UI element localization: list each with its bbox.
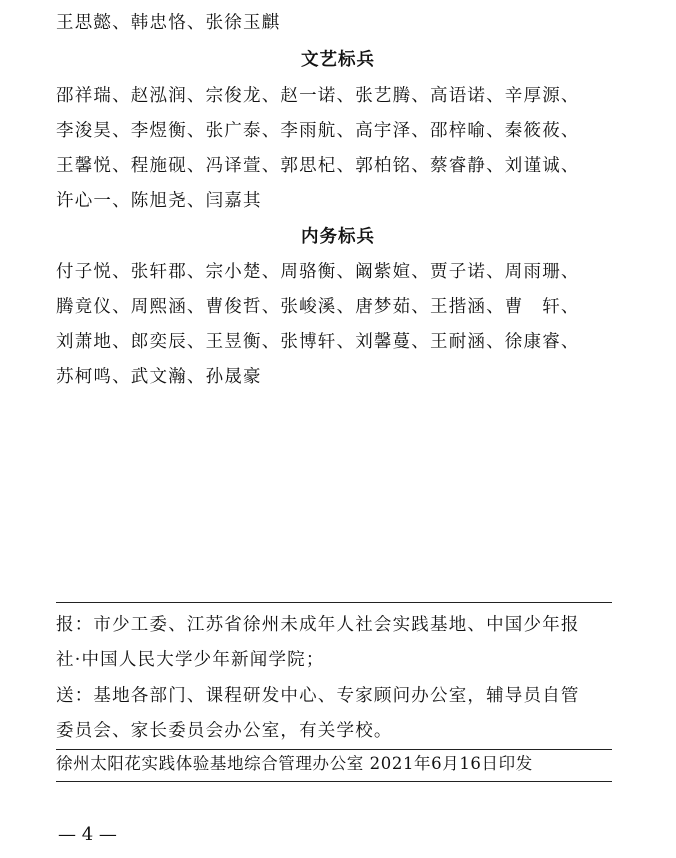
divider-middle bbox=[56, 749, 612, 750]
divider-bottom bbox=[56, 781, 612, 782]
name-line: 苏柯鸣、武文瀚、孙晟豪 bbox=[56, 367, 262, 387]
send-to-line-continued: 委员会、家长委员会办公室，有关学校。 bbox=[56, 721, 393, 741]
section-heading-affairs: 内务标兵 bbox=[301, 227, 375, 247]
divider-top bbox=[56, 602, 612, 603]
issuer-line: 徐州太阳花实践体验基地综合管理办公室 2021年6月16日印发 bbox=[56, 754, 533, 773]
section-heading-arts: 文艺标兵 bbox=[301, 50, 375, 70]
name-line: 付子悦、张轩郡、宗小楚、周骆衡、阚紫媗、贾子诺、周雨珊、 bbox=[56, 262, 580, 282]
name-line: 李浚昊、李煜衡、张广泰、李雨航、高宇泽、邵梓喻、秦筱莜、 bbox=[56, 121, 580, 141]
name-line: 邵祥瑞、赵泓润、宗俊龙、赵一诺、张艺腾、高语诺、辛厚源、 bbox=[56, 86, 580, 106]
name-line: 王馨悦、程施砚、冯译萱、郭思杞、郭柏铭、蔡睿静、刘谨诚、 bbox=[56, 156, 580, 176]
send-to-line: 送：基地各部门、课程研发中心、专家顾问办公室，辅导员自管 bbox=[56, 686, 580, 706]
name-line: 腾竟仪、周熙涵、曹俊哲、张峻溪、唐梦茹、王揩涵、曹 轩、 bbox=[56, 297, 580, 317]
report-to-line: 报：市少工委、江苏省徐州未成年人社会实践基地、中国少年报 bbox=[56, 615, 580, 635]
page-number: — 4 — bbox=[58, 824, 117, 845]
report-to-line-continued: 社·中国人民大学少年新闻学院； bbox=[56, 650, 325, 670]
name-line: 刘萧地、郎奕辰、王昱衡、张博轩、刘馨蔓、王耐涵、徐康睿、 bbox=[56, 332, 580, 352]
name-line: 王思懿、韩忠恪、张徐玉麒 bbox=[56, 13, 281, 33]
name-line: 许心一、陈旭尧、闫嘉其 bbox=[56, 191, 262, 211]
